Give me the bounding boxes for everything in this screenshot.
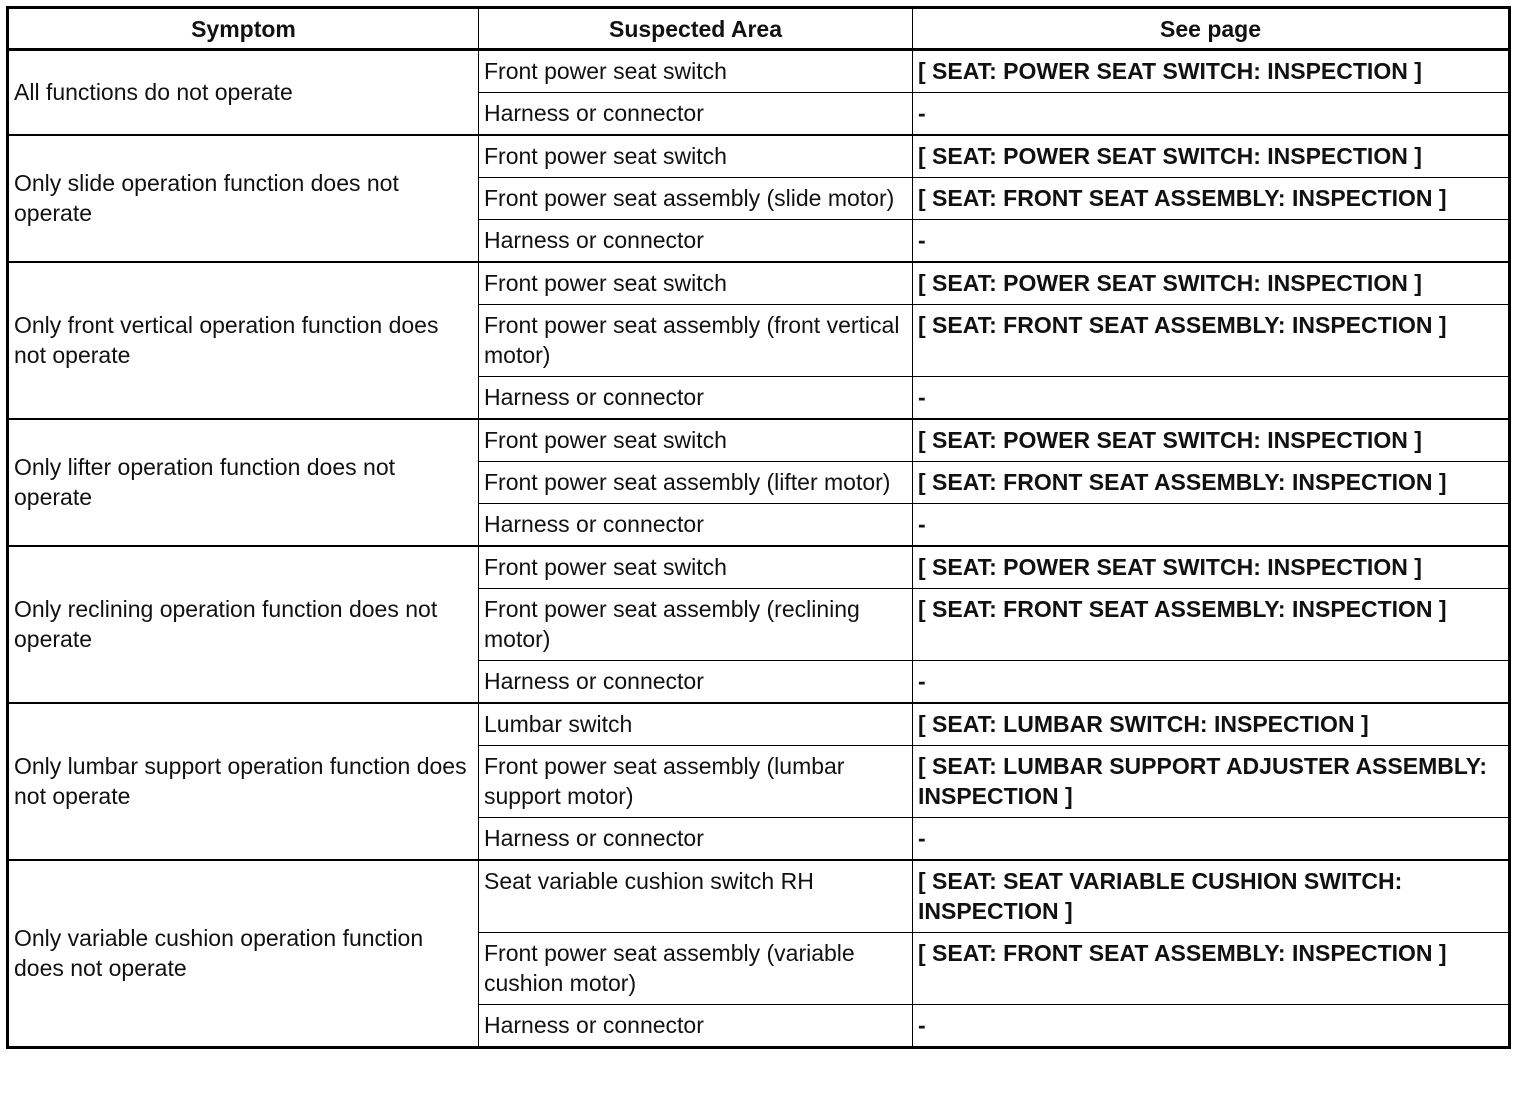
symptom-table xyxy=(6,6,1511,1049)
table-header xyxy=(8,8,1510,50)
suspected-area-cell: Lumbar switch xyxy=(479,703,913,746)
see-page-cell: - xyxy=(913,93,1510,136)
see-page-cell: [ SEAT: FRONT SEAT ASSEMBLY: INSPECTION ] xyxy=(913,589,1510,661)
see-page-cell: - xyxy=(913,504,1510,547)
see-page-cell: [ SEAT: FRONT SEAT ASSEMBLY: INSPECTION ] xyxy=(913,933,1510,1005)
suspected-area-cell: Front power seat switch xyxy=(479,135,913,178)
suspected-area-cell: Front power seat switch xyxy=(479,262,913,305)
symptom-cell: Only front vertical operation function does not operate xyxy=(8,262,479,419)
see-page-cell: [ SEAT: SEAT VARIABLE CUSHION SWITCH: INSPECTION ] xyxy=(913,860,1510,933)
suspected-area-cell: Front power seat assembly (lumbar support motor) xyxy=(479,746,913,818)
see-page-cell: [ SEAT: POWER SEAT SWITCH: INSPECTION ] xyxy=(913,419,1510,462)
suspected-area-cell: Front power seat switch xyxy=(479,419,913,462)
header-see-page: See page xyxy=(913,8,1510,50)
table-body xyxy=(8,50,1510,1048)
suspected-area-cell: Harness or connector xyxy=(479,220,913,263)
table-row xyxy=(8,135,1510,178)
table-row xyxy=(8,262,1510,305)
suspected-area-cell: Front power seat assembly (slide motor) xyxy=(479,178,913,220)
see-page-cell: [ SEAT: FRONT SEAT ASSEMBLY: INSPECTION ] xyxy=(913,305,1510,377)
suspected-area-cell: Harness or connector xyxy=(479,818,913,861)
see-page-cell: [ SEAT: POWER SEAT SWITCH: INSPECTION ] xyxy=(913,262,1510,305)
table-row xyxy=(8,419,1510,462)
see-page-cell: [ SEAT: FRONT SEAT ASSEMBLY: INSPECTION ] xyxy=(913,178,1510,220)
suspected-area-cell: Front power seat assembly (lifter motor) xyxy=(479,462,913,504)
header-symptom: Symptom xyxy=(8,8,479,50)
table-row xyxy=(8,703,1510,746)
header-suspected-area: Suspected Area xyxy=(479,8,913,50)
see-page-cell: - xyxy=(913,818,1510,861)
table-row xyxy=(8,546,1510,589)
see-page-cell: [ SEAT: POWER SEAT SWITCH: INSPECTION ] xyxy=(913,546,1510,589)
suspected-area-cell: Front power seat switch xyxy=(479,50,913,93)
suspected-area-cell: Front power seat assembly (front vertical motor) xyxy=(479,305,913,377)
see-page-cell: - xyxy=(913,220,1510,263)
suspected-area-cell: Front power seat assembly (reclining motor) xyxy=(479,589,913,661)
see-page-cell: - xyxy=(913,1005,1510,1048)
see-page-cell: [ SEAT: POWER SEAT SWITCH: INSPECTION ] xyxy=(913,135,1510,178)
suspected-area-cell: Harness or connector xyxy=(479,93,913,136)
suspected-area-cell: Harness or connector xyxy=(479,1005,913,1048)
symptom-cell: Only lumbar support operation function does not operate xyxy=(8,703,479,860)
see-page-cell: [ SEAT: FRONT SEAT ASSEMBLY: INSPECTION ] xyxy=(913,462,1510,504)
suspected-area-cell: Front power seat switch xyxy=(479,546,913,589)
see-page-cell: [ SEAT: LUMBAR SUPPORT ADJUSTER ASSEMBLY: INSPECTION ] xyxy=(913,746,1510,818)
see-page-cell: [ SEAT: LUMBAR SWITCH: INSPECTION ] xyxy=(913,703,1510,746)
see-page-cell: [ SEAT: POWER SEAT SWITCH: INSPECTION ] xyxy=(913,50,1510,93)
symptom-cell: Only variable cushion operation function does not operate xyxy=(8,860,479,1048)
suspected-area-cell: Harness or connector xyxy=(479,661,913,704)
see-page-cell: - xyxy=(913,377,1510,420)
suspected-area-cell: Seat variable cushion switch RH xyxy=(479,860,913,933)
suspected-area-cell: Front power seat assembly (variable cushion motor) xyxy=(479,933,913,1005)
suspected-area-cell: Harness or connector xyxy=(479,504,913,547)
symptom-cell: All functions do not operate xyxy=(8,50,479,136)
table-row xyxy=(8,50,1510,93)
table-row xyxy=(8,860,1510,933)
suspected-area-cell: Harness or connector xyxy=(479,377,913,420)
header-row xyxy=(8,8,1510,50)
see-page-cell: - xyxy=(913,661,1510,704)
symptom-cell: Only reclining operation function does not operate xyxy=(8,546,479,703)
symptom-cell: Only lifter operation function does not operate xyxy=(8,419,479,546)
symptom-cell: Only slide operation function does not operate xyxy=(8,135,479,262)
